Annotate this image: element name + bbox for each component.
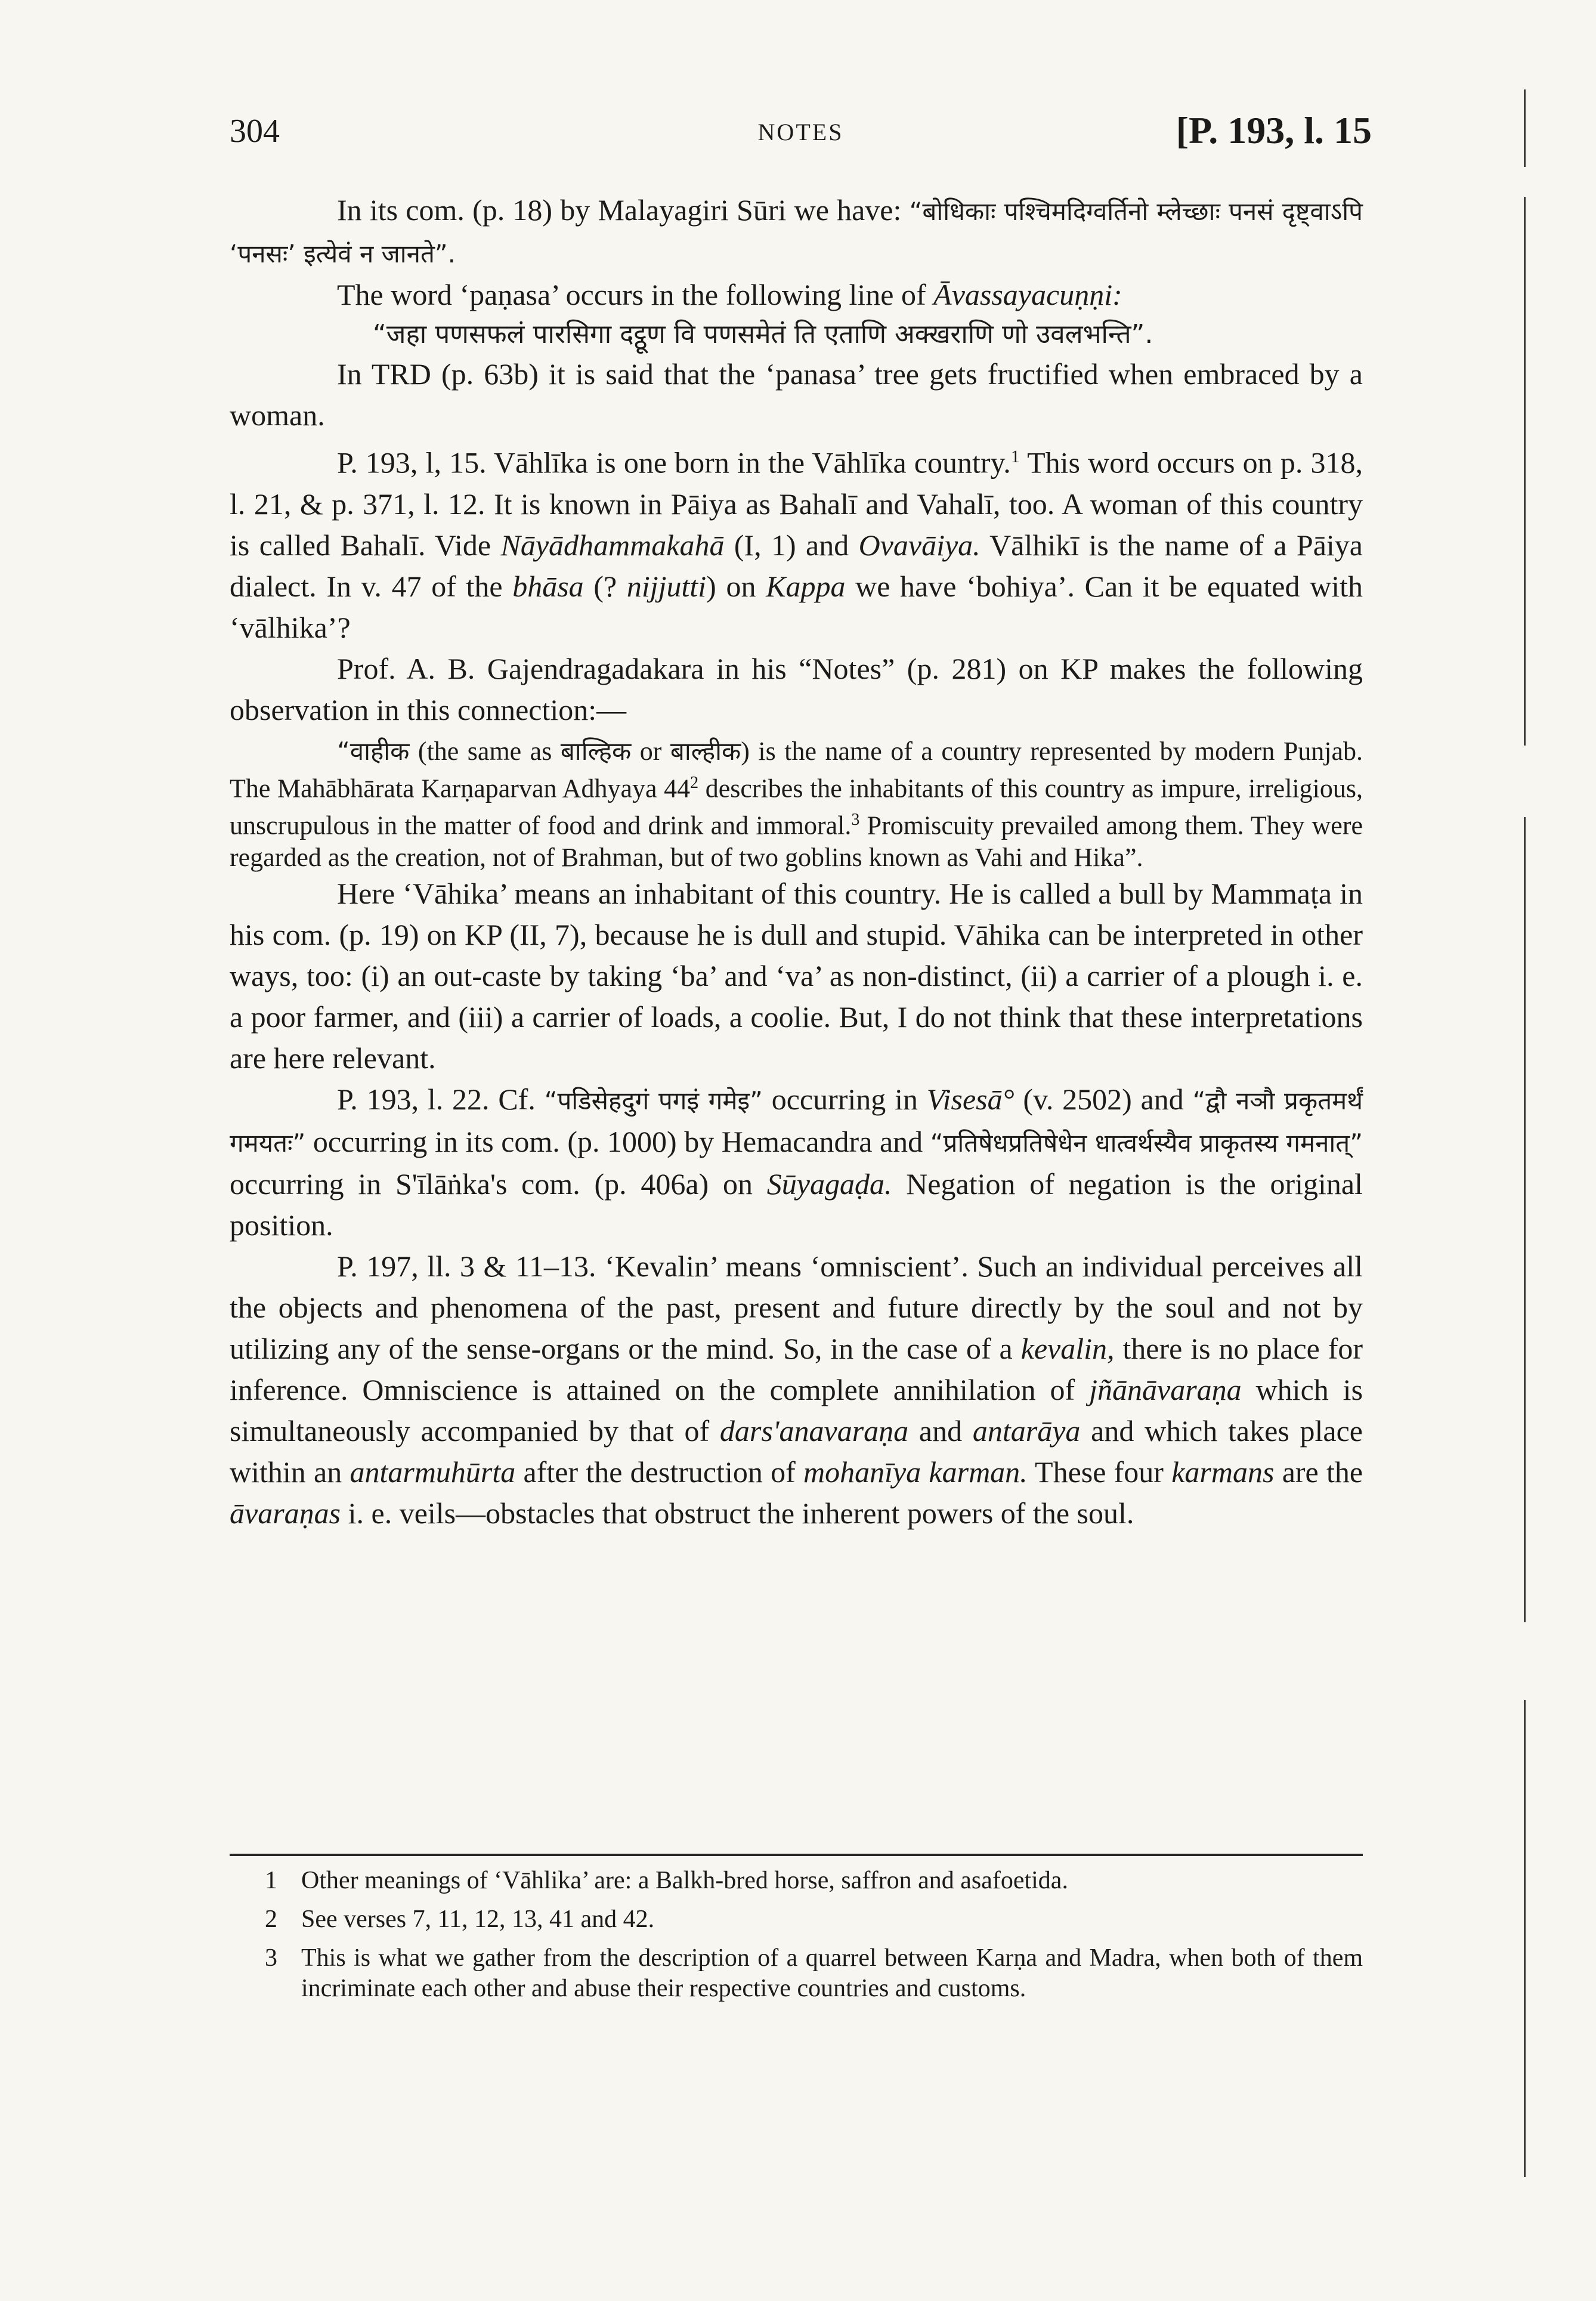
footnote <box>230 1904 1363 1935</box>
page-number: 304 <box>230 113 280 150</box>
footnote-text: See verses 7, 11, 12, 13, 41 and 42. <box>301 1906 655 1933</box>
footnote-ref-1: 1 <box>1010 447 1020 466</box>
running-title: NOTES <box>757 119 844 146</box>
scan-margin-line <box>1524 1700 1526 2177</box>
sanskrit-quote: “बोधिकाः पश्चिमदिग्वर्तिनो म्लेच्छाः पनसं दृष्ट्वाऽपि ‘पनसः’ इत्येवं न जानते”. <box>230 197 1363 268</box>
scan-margin-line <box>1524 197 1526 746</box>
main-text <box>230 190 1363 1534</box>
footnote-ref-2: 2 <box>690 773 699 792</box>
paragraph-4: P. 193, l, 15. Vāhlīka is one born in the Vāhlīka country.$^1$ This word occurs on p. 318, l. 21, & p. 371, l. 12. It is known in Pāiya as Bahalī and Vahalī, too. A woman of this country is called Bahalī. Vide Nāyādhammakahā (I, 1) and Ovavāiya. Vālhikī is the name of a Pāiya dialect. In v. 47 of the bhāsa (? nijjutti) on Kappa we have ‘bohiya’. Can it be equated with ‘vālhika’? <box>230 446 1363 644</box>
paragraph-8: P. 197, ll. 3 & 11–13. ‘Kevalin’ means ‘omniscient’. Such an individual perceives all the objects and phenomena of the past, present and future directly by the soul and not by utilizing any of the sense-organs or the mind. So, in the case of a kevalin, there is no place for inference. Omniscience is attained on the complete annihilation of jñānāvaraṇa which is simultaneously accompanied by that of dars'anavaraṇa and antarāya and which takes place within an antarmuhūrta after the destruction of mohanīya karman. These four karmans are the āvaraṇas i. e. veils—obstacles that obstruct the inherent powers of the soul. <box>230 1249 1363 1530</box>
page-header <box>230 109 1372 160</box>
paragraph-5: Prof. A. B. Gajendragadakara in his “Notes” (p. 281) on KP makes the following observation in this connection:— <box>230 651 1363 726</box>
prakrit-verse: “जहा पणसफलं पारसिगा दट्ठूण वि पणसमेतं ति एताणि अक्खराणि णो उवलभन्ति”. <box>373 319 1153 350</box>
paragraph-3: In TRD (p. 63b) it is said that the ‘panasa’ tree gets fructified when embraced by a woman. <box>230 357 1363 432</box>
footnote-text: Other meanings of ‘Vāhlika’ are: a Balkh-bred horse, saffron and asafoetida. <box>301 1867 1068 1894</box>
footnote-number: 3 <box>265 1944 277 1972</box>
paragraph-1: In its com. (p. 18) by Malayagiri Sūri we have: “बोधिकाः पश्चिमदिग्वर्तिनो म्लेच्छाः पनसं दृष्ट्वाऽपि ‘पनसः’ इत्येवं न जानते”. <box>230 193 1363 268</box>
footnote-ref-3: 3 <box>851 811 860 830</box>
footnote <box>230 1866 1363 1896</box>
paragraph-6: Here ‘Vāhika’ means an inhabitant of this country. He is called a bull by Mammaṭa in his com. (p. 19) on KP (II, 7), because he is dull and stupid. Vāhika can be interpreted in other ways, too: (i) an out-caste by taking ‘ba’ and ‘va’ as non-distinct, (ii) a carrier of a plough i. e. a poor farmer, and (iii) a carrier of loads, a coolie. But, I do not think that these interpretations are here relevant. <box>230 876 1363 1075</box>
paragraph-2: The word ‘paṇasa’ occurs in the following line of Āvassayacuṇṇi: <box>337 278 1122 311</box>
block-quote: “वाहीक (the same as बाल्हिक or बाल्हीक) is the name of a country represented by modern Punjab. The Mahābhārata Karṇaparvan Adhyaya $44^2$ describes the inhabitants of this country as impure, irreligious, unscrupulous in the matter of food and drink and immoral.$^3$ Promiscuity prevailed among them. They were regarded as the creation, not of Brahman, but of two goblins known as Vahi and Hika”. <box>230 736 1363 872</box>
footnote-number: 2 <box>265 1906 277 1933</box>
footnote-rule <box>230 1854 1363 1856</box>
scan-margin-line <box>1524 817 1526 1622</box>
footnote-text: This is what we gather from the description of a quarrel between Karṇa and Madra, when both of them incriminate each other and abuse their respective countries and customs. <box>301 1944 1363 2002</box>
footnote-number: 1 <box>265 1867 277 1894</box>
scan-margin-line <box>1524 89 1526 167</box>
work-title: Āvassayacuṇṇi: <box>933 278 1122 311</box>
footnote <box>230 1943 1363 2004</box>
footnotes <box>230 1866 1363 2012</box>
page-reference: [P. 193, l. 15 <box>1176 109 1372 151</box>
paragraph-7: P. 193, l. 22. Cf. “पडिसेहदुगं पगइं गमेइ” occurring in Visesā° (v. 2502) and “द्वौ नञौ प्रकृतमर्थं गमयतः” occurring in its com. (p. 1000) by Hemacandra and “प्रतिषेधप्रतिषेधेन धात्वर्थस्यैव प्राकृतस्य गमनात्” occurring in S'īlāṅka's com. (p. 406a) on Sūyagaḍa. Negation of negation is the original position. <box>230 1082 1363 1242</box>
